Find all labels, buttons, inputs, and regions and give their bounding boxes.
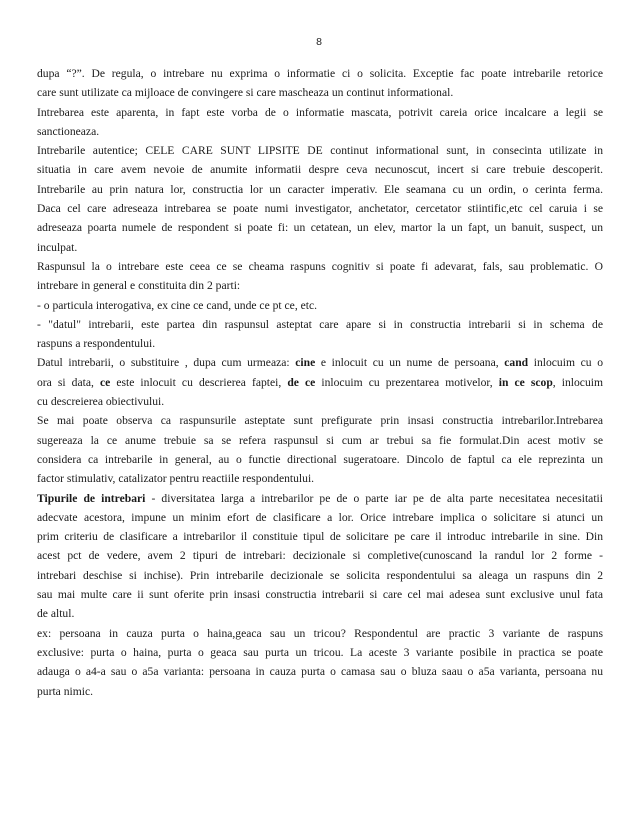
text-line: [37, 489, 603, 508]
text-line: [37, 334, 603, 353]
text-segment: Raspunsul la o intrebare este ceea ce se cheama raspuns cognitiv si poate fi adevarat, fals, sau problematic. O: [37, 259, 603, 273]
text-segment: exclusive: purta o haina, purta o geaca sau purta un tricou. La aceste 3 variante posibile in practica se poate: [37, 645, 603, 659]
text-segment: inculpat.: [37, 240, 78, 254]
text-segment: Datul intrebarii, o substituire , dupa cum urmeaza:: [37, 356, 296, 370]
text-segment: Se mai poate observa ca raspunsurile asteptate sunt prefigurate prin insasi constructia intrebarilor.Intrebarea: [37, 414, 603, 428]
text-segment: adreseaza poarta numele de respondent si poate fi: un cetatean, un elev, martor la un fapt, un banuit, suspect, un: [37, 221, 603, 235]
text-line: [37, 392, 603, 411]
bold-text-segment: cine: [295, 356, 316, 370]
text-line: [37, 411, 603, 430]
text-segment: intrebare in general e constituita din 2 parti:: [37, 279, 241, 293]
text-segment: care sunt utilizate ca mijloace de convingere si care mascheaza un continut informational.: [37, 86, 454, 100]
text-line: [37, 527, 603, 546]
text-line: [37, 122, 603, 141]
text-segment: Intrebarile au prin natura lor, constructia lor un caracter imperativ. Ele seamana cu un ordin, o cerinta ferma.: [37, 182, 603, 196]
text-line: [37, 218, 603, 237]
text-segment: ex: persoana in cauza purta o haina,geaca sau un tricou? Respondentul are practic 3 variante de raspuns: [37, 626, 603, 640]
text-segment: acest pct de vedere, avem 2 tipuri de intrebari: decizionale si completive(cunoscand la randul lor 2 forme -: [37, 549, 603, 563]
text-segment: cu descreierea obiectivului.: [37, 395, 165, 409]
text-line: [37, 141, 603, 160]
text-segment: inlocuim cu o: [528, 356, 603, 370]
text-segment: - o particula interogativa, ex cine ce cand, unde ce pt ce, etc.: [37, 298, 318, 312]
text-line: [37, 353, 603, 372]
text-segment: ora si data,: [37, 375, 100, 389]
body-text: [37, 64, 603, 701]
text-segment: sanctioneaza.: [37, 124, 100, 138]
bold-text-segment: cand: [504, 356, 529, 370]
text-line: [37, 604, 603, 623]
text-line: [37, 257, 603, 276]
text-segment: situatia in care avem nevoie de anumite informatii despre ceva necunoscut, incert si care trebuie descoperit.: [37, 163, 603, 177]
text-line: [37, 508, 603, 527]
text-segment: e inlocuit cu un nume de persoana,: [315, 356, 505, 370]
text-segment: intrebari deschise si inchise). Prin intrebarile decizionale se solicita respondentului sa aleaga un raspuns din 2: [37, 568, 603, 582]
bold-text-segment: ce: [99, 375, 111, 389]
text-segment: prim criteriu de clasificare a intrebarilor il constituie tipul de solicitare pe care il introduc intrebarile in sine. Din: [37, 530, 603, 544]
text-line: [37, 450, 603, 469]
text-line: [37, 238, 603, 257]
bold-text-segment: Tipurile de intrebari: [37, 491, 146, 505]
text-segment: sau mai multe care ii sunt oferite prin insasi constructia intrebarii si care cel mai adesea sunt exclusive unul fata: [37, 588, 603, 602]
page-number: 8: [316, 36, 322, 48]
text-segment: dupa “?”. De regula, o intrebare nu exprima o informatie ci o solicita. Exceptie fac poate intrebarile retorice: [37, 67, 603, 80]
text-line: [37, 315, 603, 334]
text-line: [37, 469, 603, 488]
text-segment: inlocuim cu prezentarea motivelor,: [315, 375, 499, 389]
text-line: [37, 276, 603, 295]
text-line: [37, 296, 603, 315]
text-line: [37, 566, 603, 585]
text-line: [37, 662, 603, 681]
text-segment: - diversitatea larga a intrebarilor pe de o parte iar pe de alta parte necesitatea necesitatii: [145, 491, 603, 505]
text-segment: Intrebarile autentice; CELE CARE SUNT LIPSITE DE continut informational sunt, in consecinta utilizate in: [37, 144, 603, 158]
text-line: [37, 643, 603, 662]
text-segment: - "datul" intrebarii, este partea din raspunsul asteptat care apare si in constructia intrebarii si in schema de: [37, 317, 603, 331]
text-segment: adauga o a4-a sau o a5a varianta: persoana in cauza purta o camasa sau o bluza saau o a5a varianta, persoana nu: [37, 665, 603, 679]
text-segment: raspuns a respondentului.: [37, 337, 156, 351]
text-segment: de altul.: [37, 607, 75, 621]
text-line: [37, 682, 603, 701]
text-line: [37, 431, 603, 450]
text-line: [37, 160, 603, 179]
text-line: [37, 546, 603, 565]
text-segment: factor stimulativ, catalizator pentru reactiile respondentului.: [37, 472, 315, 486]
text-segment: Daca cel care adreseaza intrebarea se poate numi investigator, anchetator, cercetator stiintific,etc cel caruia i se: [37, 202, 603, 216]
text-segment: , inlocuim: [552, 375, 603, 389]
text-segment: adecvate acestora, impune un minim efort de clasificare a lor. Orice intrebare implica o solicitare si atunci un: [37, 510, 603, 524]
text-line: [37, 180, 603, 199]
text-line: [37, 373, 603, 392]
text-segment: este inlocuit cu descrierea faptei,: [110, 375, 288, 389]
bold-text-segment: de ce: [287, 375, 316, 389]
text-line: [37, 199, 603, 218]
text-line: [37, 83, 603, 102]
text-line: [37, 103, 603, 122]
text-line: [37, 624, 603, 643]
bold-text-segment: in ce scop: [498, 375, 553, 389]
text-segment: Intrebarea este aparenta, in fapt este vorba de o informatie mascata, potrivit careia orice incalcare a legii se: [37, 105, 603, 119]
text-line: [37, 64, 603, 83]
text-segment: purta nimic.: [37, 684, 94, 698]
text-line: [37, 585, 603, 604]
text-segment: considera ca intrebarile in general, au o functie directional sugeratoare. Dincolo de faptul ca ele reprezinta un: [37, 452, 603, 466]
text-segment: sugereaza la ce anume trebuie sa se refera raspunsul si cum ar trebui sa fie formulat.Din acest motiv se: [37, 433, 603, 447]
